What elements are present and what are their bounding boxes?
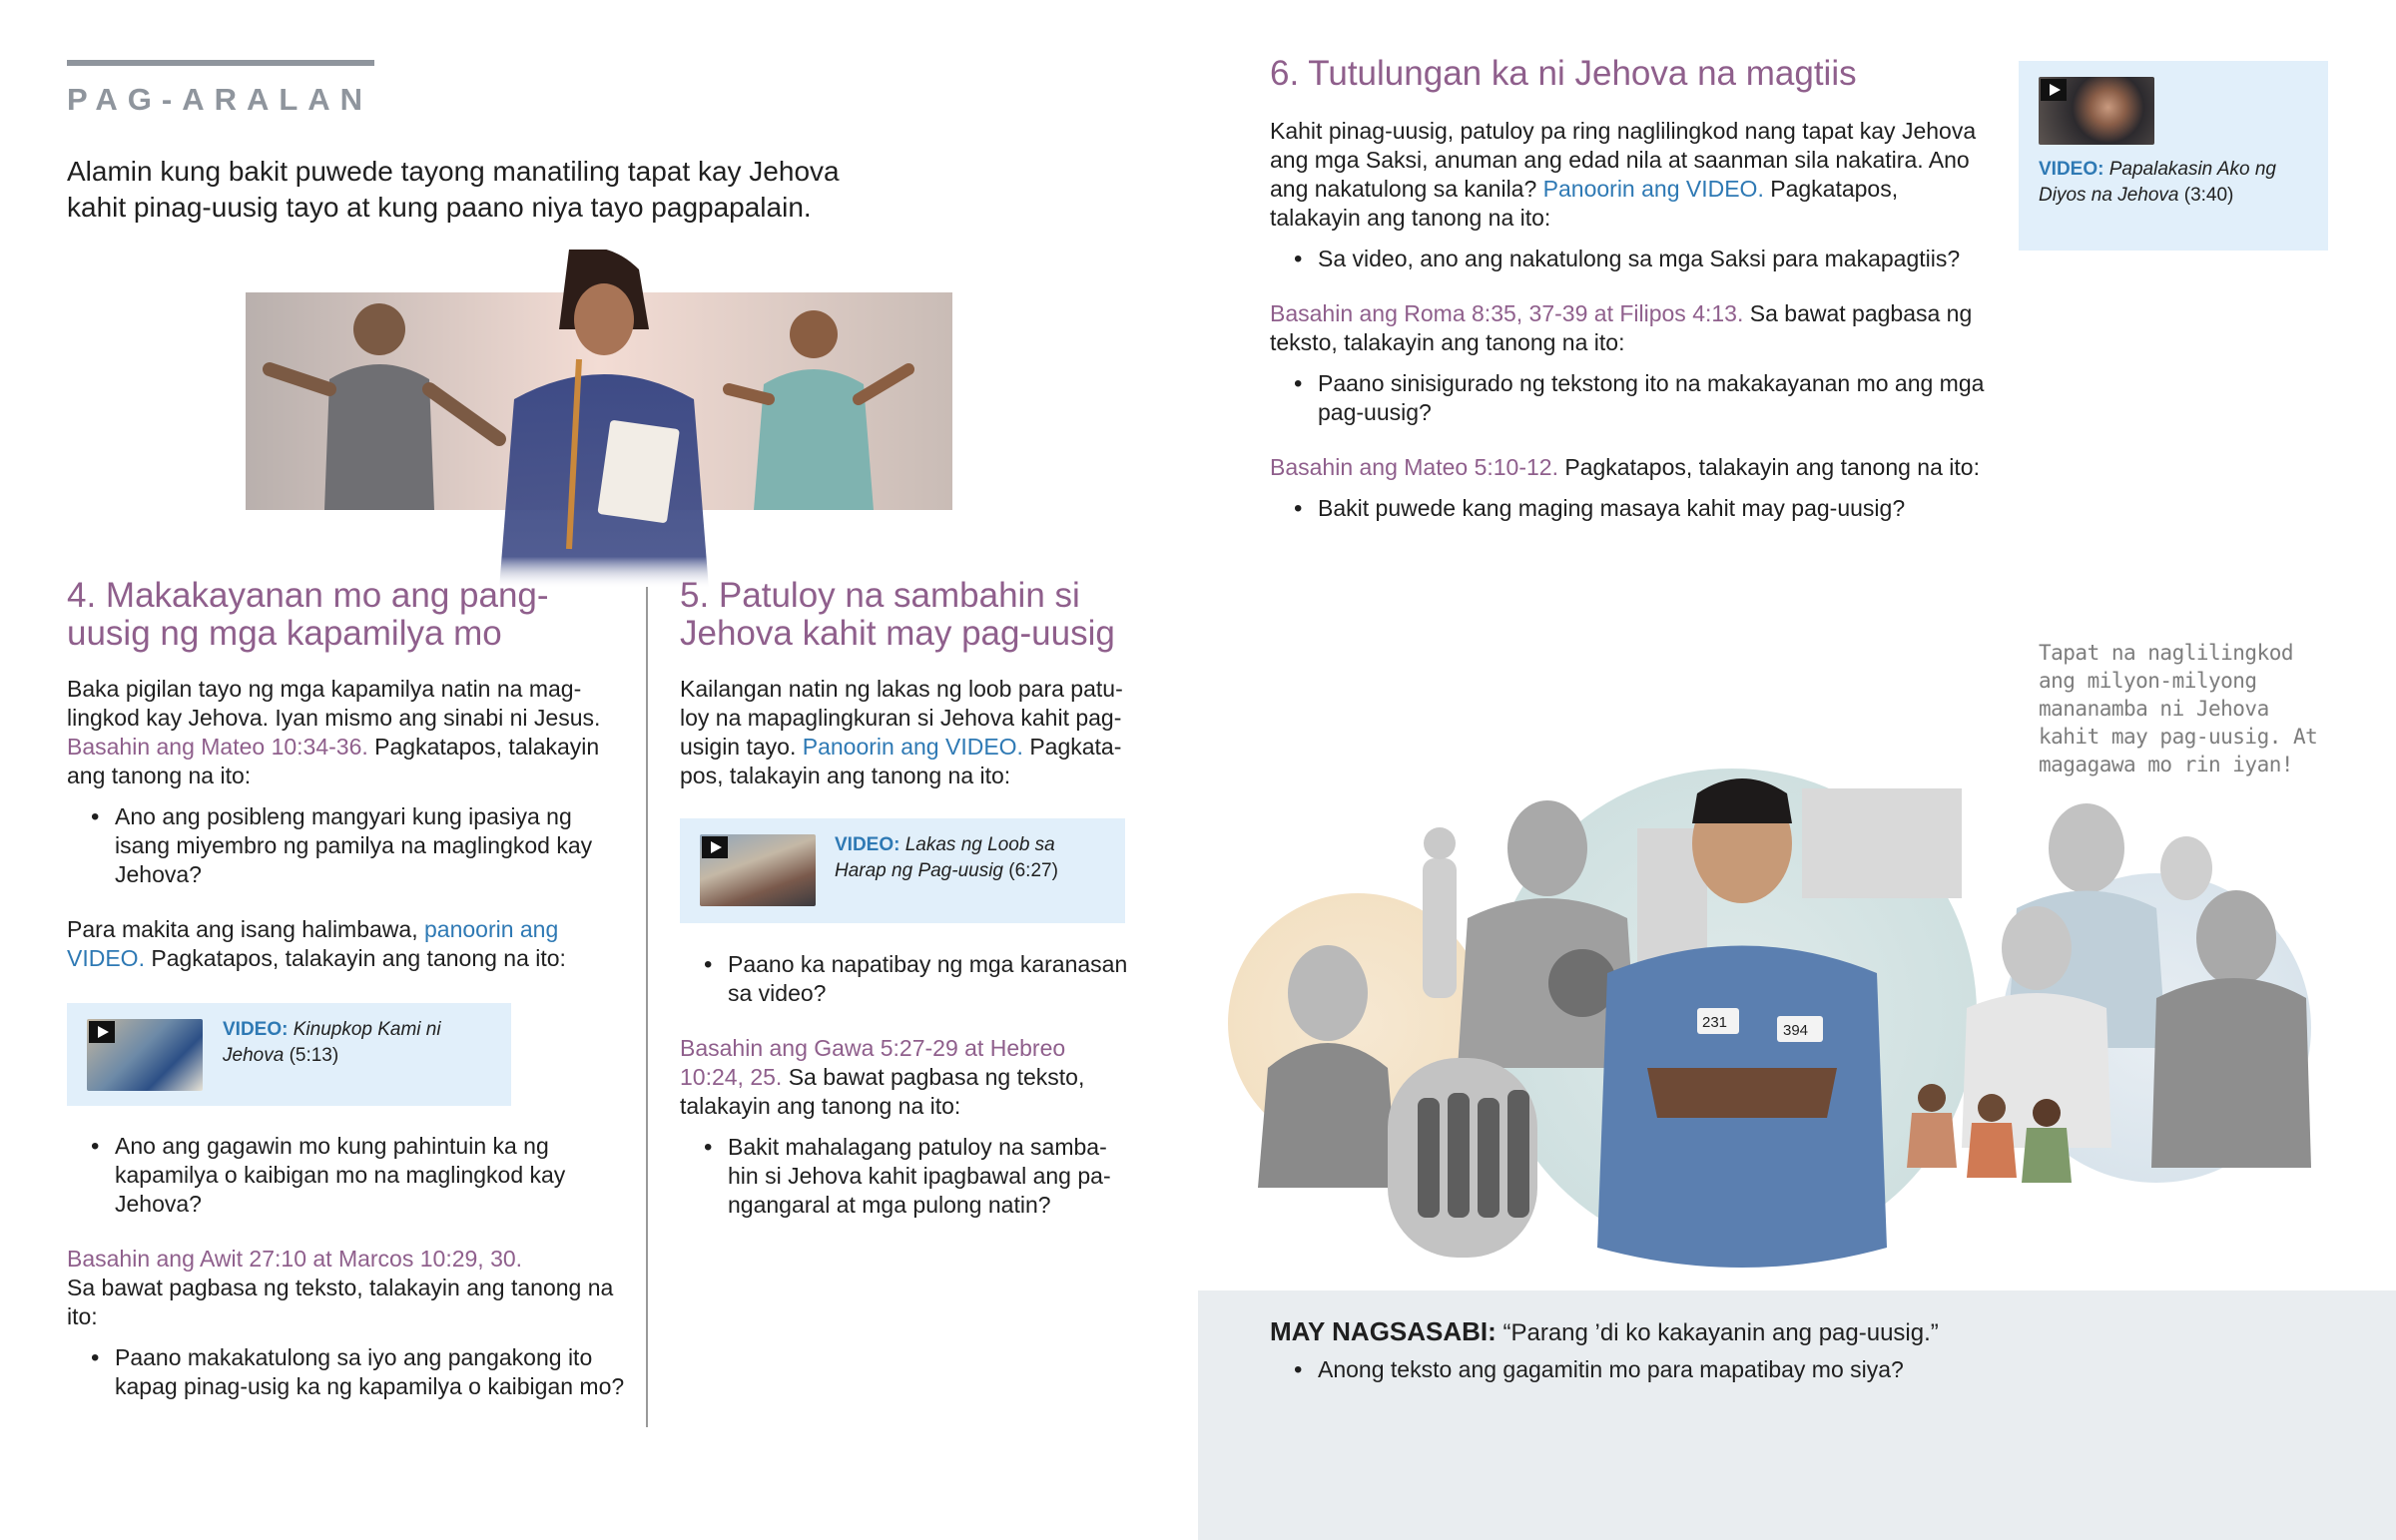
video-label: VIDEO:	[2039, 159, 2104, 180]
intro-text: Alamin kung bakit puwede tayong manatiling tapat kay Jehova kahit pinag-uusig tayo at kung paano niya tayo pagpapalain.	[67, 156, 840, 223]
question-item: • Bakit mahalagang patuloy na sambahin si Jehova kahit ipagbawal ang pangangaral at mga pulong natin?	[680, 1133, 1129, 1220]
may-nagsasabi-quote: “Parang ’di ko kakayanin ang pag-uusig.”	[1496, 1319, 1939, 1346]
section-4-prompt-3: Sa bawat pagbasa ng teksto, talakayin ang tanong na ito:	[67, 1275, 614, 1329]
section-5-prompt-2: Sa bawat pagbasa ng teksto, talakayin ang tanong na ito:	[680, 1064, 1085, 1119]
video-title: Lakas ng Loob sa Harap ng Pag-uusig	[835, 834, 1055, 881]
video-card-papalakasin[interactable]	[2019, 61, 2328, 251]
video-card-kinupkop[interactable]	[67, 1003, 511, 1106]
section-5-questions-1	[680, 950, 1129, 1008]
section-5-prompt: Pagkatapos, talakayin ang tanong na ito:	[680, 734, 1122, 788]
may-nagsasabi	[1270, 1317, 2168, 1384]
section-5-intro: Kailangan natin ng lakas ng loob para patuloy na mapaglingkuran si Jehova kahit pagusigin tayo.	[680, 676, 1123, 760]
section-6-prompt: Pagkatapos, talakayin ang tanong na ito:	[1270, 176, 1899, 231]
section-4-paragraph	[67, 675, 626, 790]
video-thumbnail[interactable]	[2039, 77, 2154, 145]
video-label: VIDEO:	[223, 1019, 289, 1040]
scripture-ref-gawa[interactable]: Basahin ang Gawa 5:27-29 at Hebreo 10:24, 25.	[680, 1035, 1066, 1090]
section-4-questions-3	[67, 1343, 626, 1401]
video-prompt-text: Para makita ang isang halimbawa,	[67, 916, 424, 942]
family-illustration	[210, 250, 968, 589]
video-thumbnail[interactable]	[87, 1019, 203, 1091]
question-item: • Anong teksto ang gagamitin mo para mapatibay mo siya?	[1270, 1355, 2168, 1384]
section-6-scripture-2	[1270, 453, 1989, 482]
illustration-caption: Tapat na naglilingkod ang milyon-milyong mananamba ni Jehova kahit may pag-uusig. At magagawa mo rin iyan!	[2039, 641, 2318, 776]
section-6-paragraph	[1270, 117, 1989, 233]
video-caption	[2039, 157, 2308, 209]
section-4-questions-1	[67, 802, 626, 889]
section-5	[680, 577, 1129, 790]
video-duration: (6:27)	[1008, 860, 1058, 881]
section-6	[1270, 55, 1989, 523]
section-6-title: 6. Tutulungan ka ni Jehova na magtiis	[1270, 54, 1857, 93]
video-title: Papalakasin Ako ng Diyos na Jehova	[2039, 159, 2276, 206]
video-label: VIDEO:	[835, 834, 900, 855]
video-thumbnail[interactable]	[700, 834, 816, 906]
may-nagsasabi-questions	[1270, 1355, 2168, 1384]
question-item: • Paano makakatulong sa iyo ang pangakong ito kapag pinag-usig ka ng kapamilya o kaibigan mo?	[67, 1343, 626, 1401]
scripture-ref-roma[interactable]: Basahin ang Roma 8:35, 37-39 at Filipos 4:13.	[1270, 300, 1744, 326]
question-item: • Bakit puwede kang maging masaya kahit may pag-uusig?	[1270, 494, 1989, 523]
section-5-continued	[680, 938, 1129, 1220]
section-4-questions-2	[67, 1132, 626, 1219]
video-caption	[223, 1017, 492, 1069]
prisoner-tag-2: 394	[1783, 1022, 1809, 1039]
section-5-questions-2	[680, 1133, 1129, 1220]
section-4	[67, 577, 626, 973]
section-6-intro: Kahit pinag-uusig, patuloy pa ring naglilingkod nang tapat kay Jehova ang mga Saksi, anuman ang edad nila at saanman sila nakatira. Ano ang nakatulong sa kanila?	[1270, 118, 1977, 202]
section-6-questions-3	[1270, 494, 1989, 523]
witnesses-collage	[1228, 769, 2316, 1278]
video-duration: (3:40)	[2183, 185, 2234, 206]
video-caption	[835, 832, 1104, 884]
question-item: • Ano ang posibleng mangyari kung ipasiya ng isang miyembro ng pamilya na maglingkod kay Jehova?	[67, 802, 626, 889]
section-6-prompt-3: Pagkatapos, talakayin ang tanong na ito:	[1557, 454, 1980, 480]
question-item: • Paano ka napatibay ng mga karanasan sa video?	[680, 950, 1129, 1008]
section-5-paragraph	[680, 675, 1129, 790]
section-6-scripture-1	[1270, 299, 1989, 357]
watch-video-link[interactable]: Panoorin ang VIDEO.	[802, 734, 1023, 760]
watch-video-link[interactable]: panoorin ang VIDEO.	[67, 916, 559, 971]
may-nagsasabi-line	[1270, 1317, 2168, 1347]
brand-bar	[67, 60, 374, 66]
play-icon[interactable]	[89, 1021, 115, 1043]
video-prompt-text-2: Pagkatapos, talakayin ang tanong na ito:	[144, 945, 566, 971]
scripture-ref-mateo-5[interactable]: Basahin ang Mateo 5:10-12.	[1270, 454, 1558, 480]
scripture-ref-awit[interactable]: Basahin ang Awit 27:10 at Marcos 10:29, 30.	[67, 1246, 523, 1272]
question-item: • Sa video, ano ang nakatulong sa mga Saksi para makapagtiis?	[1270, 245, 1989, 273]
section-5-title: 5. Patuloy na sambahin si Jehova kahit may pag-uusig	[680, 576, 1115, 653]
column-divider	[646, 587, 648, 1427]
section-6-questions-2	[1270, 369, 1989, 427]
section-4-continued	[67, 1120, 626, 1401]
question-item: • Ano ang gagawin mo kung pahintuin ka ng kapamilya o kaibigan mo na maglingkod kay Jehova?	[67, 1132, 626, 1219]
section-6-prompt-2: Sa bawat pagbasa ng teksto, talakayin ang tanong na ito:	[1270, 300, 1973, 355]
section-6-questions-1	[1270, 245, 1989, 273]
video-title: Kinupkop Kami ni Jehova	[223, 1019, 441, 1066]
section-4-intro: Baka pigilan tayo ng mga kapamilya natin na maglingkod kay Jehova. Iyan mismo ang sinabi ni Jesus.	[67, 676, 601, 731]
watch-video-link[interactable]: Panoorin ang VIDEO.	[1542, 176, 1764, 202]
section-4-prompt: Pagkatapos, talakayin ang tanong na ito:	[67, 734, 600, 788]
may-nagsasabi-label: MAY NAGSASABI:	[1270, 1316, 1497, 1346]
video-duration: (5:13)	[289, 1045, 339, 1066]
video-card-lakas-ng-loob[interactable]	[680, 818, 1125, 923]
question-item: • Paano sinisigurado ng tekstong ito na makakayanan mo ang mga pag-uusig?	[1270, 369, 1989, 427]
scripture-ref-mateo-10[interactable]: Basahin ang Mateo 10:34-36.	[67, 734, 368, 760]
play-icon[interactable]	[2041, 79, 2067, 101]
section-4-title: 4. Makakayanan mo ang pang-uusig ng mga kapamilya mo	[67, 576, 549, 653]
play-icon[interactable]	[702, 836, 728, 858]
section-brand: PAG-ARALAN	[67, 82, 373, 117]
section-5-scripture-paragraph	[680, 1034, 1129, 1121]
section-4-video-prompt	[67, 915, 626, 973]
prisoner-tag-1: 231	[1702, 1014, 1728, 1031]
